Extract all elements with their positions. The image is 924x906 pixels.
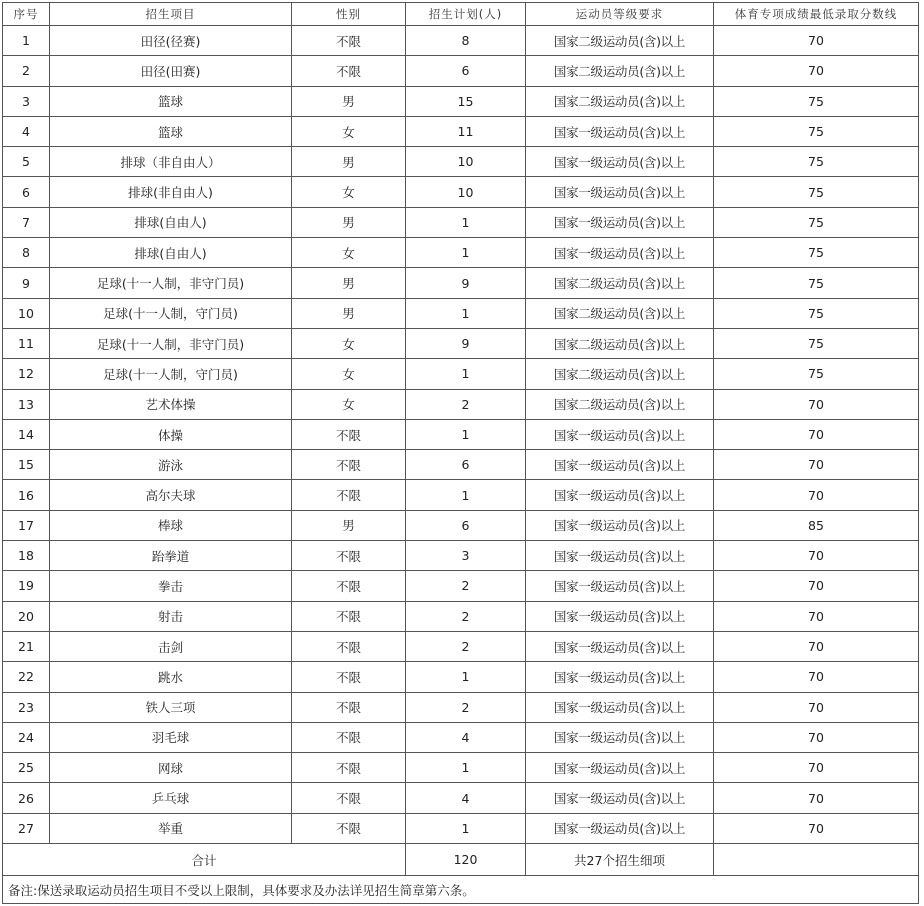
cell-gender: 不限	[292, 450, 406, 480]
cell-level: 国家二级运动员(含)以上	[526, 56, 714, 86]
table-row	[3, 268, 919, 298]
header-score: 体育专项成绩最低录取分数线	[714, 3, 919, 26]
cell-level: 国家二级运动员(含)以上	[526, 26, 714, 56]
cell-project: 排球（非自由人）	[50, 147, 292, 177]
cell-score: 70	[714, 419, 919, 449]
cell-score: 70	[714, 722, 919, 752]
cell-gender: 男	[292, 86, 406, 116]
cell-index: 9	[3, 268, 50, 298]
cell-score: 75	[714, 177, 919, 207]
header-index: 序号	[3, 3, 50, 26]
header-row	[3, 3, 919, 26]
header-gender: 性别	[292, 3, 406, 26]
table-row	[3, 813, 919, 843]
cell-project: 游泳	[50, 450, 292, 480]
cell-plan: 6	[406, 510, 526, 540]
cell-project: 网球	[50, 753, 292, 783]
cell-plan: 1	[406, 662, 526, 692]
cell-gender: 不限	[292, 753, 406, 783]
table-row	[3, 147, 919, 177]
cell-plan: 1	[406, 753, 526, 783]
cell-project: 乒乓球	[50, 783, 292, 813]
cell-project: 排球(自由人)	[50, 238, 292, 268]
cell-plan: 3	[406, 541, 526, 571]
cell-index: 26	[3, 783, 50, 813]
cell-plan: 6	[406, 450, 526, 480]
cell-score: 70	[714, 480, 919, 510]
total-empty-cell	[714, 844, 919, 876]
cell-plan: 10	[406, 147, 526, 177]
cell-project: 排球(自由人)	[50, 207, 292, 237]
cell-plan: 9	[406, 328, 526, 358]
cell-plan: 4	[406, 783, 526, 813]
total-label: 合计	[3, 844, 406, 876]
cell-gender: 女	[292, 328, 406, 358]
cell-index: 13	[3, 389, 50, 419]
header-project: 招生项目	[50, 3, 292, 26]
cell-gender: 女	[292, 238, 406, 268]
cell-score: 70	[714, 389, 919, 419]
cell-index: 7	[3, 207, 50, 237]
cell-level: 国家一级运动员(含)以上	[526, 541, 714, 571]
cell-level: 国家二级运动员(含)以上	[526, 86, 714, 116]
cell-plan: 2	[406, 631, 526, 661]
table-row	[3, 722, 919, 752]
cell-project: 羽毛球	[50, 722, 292, 752]
cell-level: 国家一级运动员(含)以上	[526, 419, 714, 449]
cell-project: 击剑	[50, 631, 292, 661]
cell-level: 国家一级运动员(含)以上	[526, 753, 714, 783]
cell-index: 25	[3, 753, 50, 783]
cell-gender: 不限	[292, 692, 406, 722]
table-row	[3, 510, 919, 540]
cell-plan: 1	[406, 419, 526, 449]
cell-level: 国家二级运动员(含)以上	[526, 268, 714, 298]
cell-level: 国家一级运动员(含)以上	[526, 571, 714, 601]
cell-index: 14	[3, 419, 50, 449]
cell-plan: 2	[406, 571, 526, 601]
table-row	[3, 177, 919, 207]
total-items: 共27个招生细项	[526, 844, 714, 876]
table-row	[3, 753, 919, 783]
cell-index: 23	[3, 692, 50, 722]
cell-index: 3	[3, 86, 50, 116]
cell-gender: 不限	[292, 419, 406, 449]
cell-index: 11	[3, 328, 50, 358]
cell-index: 1	[3, 26, 50, 56]
total-row	[3, 844, 919, 876]
header-level: 运动员等级要求	[526, 3, 714, 26]
table-row	[3, 692, 919, 722]
cell-project: 艺术体操	[50, 389, 292, 419]
cell-plan: 1	[406, 813, 526, 843]
note-text: 备注:保送录取运动员招生项目不受以上限制，具体要求及办法详见招生简章第六条。	[3, 876, 919, 904]
cell-score: 70	[714, 541, 919, 571]
cell-level: 国家一级运动员(含)以上	[526, 147, 714, 177]
cell-score: 75	[714, 359, 919, 389]
cell-score: 75	[714, 268, 919, 298]
cell-gender: 女	[292, 389, 406, 419]
cell-gender: 不限	[292, 541, 406, 571]
cell-level: 国家二级运动员(含)以上	[526, 328, 714, 358]
cell-project: 射击	[50, 601, 292, 631]
cell-index: 17	[3, 510, 50, 540]
table-row	[3, 298, 919, 328]
table-row	[3, 207, 919, 237]
table-row	[3, 571, 919, 601]
cell-plan: 4	[406, 722, 526, 752]
table-row	[3, 662, 919, 692]
cell-level: 国家一级运动员(含)以上	[526, 177, 714, 207]
cell-gender: 男	[292, 298, 406, 328]
cell-gender: 不限	[292, 813, 406, 843]
table-row	[3, 419, 919, 449]
cell-index: 20	[3, 601, 50, 631]
cell-score: 75	[714, 328, 919, 358]
cell-gender: 不限	[292, 571, 406, 601]
admission-table	[2, 2, 919, 904]
cell-score: 70	[714, 450, 919, 480]
cell-plan: 1	[406, 298, 526, 328]
cell-score: 70	[714, 571, 919, 601]
cell-level: 国家二级运动员(含)以上	[526, 298, 714, 328]
cell-gender: 不限	[292, 783, 406, 813]
cell-project: 篮球	[50, 116, 292, 146]
cell-gender: 不限	[292, 26, 406, 56]
cell-index: 21	[3, 631, 50, 661]
cell-project: 棒球	[50, 510, 292, 540]
table-row	[3, 541, 919, 571]
cell-index: 15	[3, 450, 50, 480]
cell-level: 国家一级运动员(含)以上	[526, 510, 714, 540]
table-row	[3, 86, 919, 116]
cell-level: 国家一级运动员(含)以上	[526, 662, 714, 692]
cell-gender: 不限	[292, 662, 406, 692]
table-row	[3, 238, 919, 268]
cell-project: 足球(十一人制，守门员)	[50, 298, 292, 328]
cell-level: 国家二级运动员(含)以上	[526, 389, 714, 419]
cell-score: 75	[714, 116, 919, 146]
cell-score: 70	[714, 662, 919, 692]
cell-score: 70	[714, 601, 919, 631]
table-row	[3, 783, 919, 813]
cell-plan: 11	[406, 116, 526, 146]
cell-score: 75	[714, 298, 919, 328]
cell-project: 田径(径赛)	[50, 26, 292, 56]
header-plan: 招生计划(人)	[406, 3, 526, 26]
cell-index: 18	[3, 541, 50, 571]
cell-index: 22	[3, 662, 50, 692]
cell-gender: 不限	[292, 631, 406, 661]
cell-score: 70	[714, 631, 919, 661]
cell-plan: 10	[406, 177, 526, 207]
cell-index: 12	[3, 359, 50, 389]
cell-gender: 不限	[292, 56, 406, 86]
cell-project: 跳水	[50, 662, 292, 692]
cell-level: 国家一级运动员(含)以上	[526, 692, 714, 722]
cell-level: 国家一级运动员(含)以上	[526, 238, 714, 268]
table-row	[3, 389, 919, 419]
cell-plan: 8	[406, 26, 526, 56]
cell-plan: 1	[406, 480, 526, 510]
cell-project: 高尔夫球	[50, 480, 292, 510]
cell-project: 足球(十一人制，非守门员)	[50, 328, 292, 358]
table-row	[3, 450, 919, 480]
cell-level: 国家一级运动员(含)以上	[526, 480, 714, 510]
table-row	[3, 56, 919, 86]
cell-index: 2	[3, 56, 50, 86]
total-plan: 120	[406, 844, 526, 876]
cell-gender: 女	[292, 116, 406, 146]
cell-project: 体操	[50, 419, 292, 449]
cell-gender: 不限	[292, 722, 406, 752]
cell-index: 6	[3, 177, 50, 207]
cell-gender: 女	[292, 177, 406, 207]
cell-project: 跆拳道	[50, 541, 292, 571]
cell-index: 19	[3, 571, 50, 601]
cell-gender: 男	[292, 207, 406, 237]
cell-score: 75	[714, 147, 919, 177]
cell-level: 国家一级运动员(含)以上	[526, 813, 714, 843]
cell-index: 4	[3, 116, 50, 146]
cell-level: 国家一级运动员(含)以上	[526, 116, 714, 146]
table-body	[3, 26, 919, 904]
cell-project: 举重	[50, 813, 292, 843]
cell-project: 篮球	[50, 86, 292, 116]
cell-gender: 不限	[292, 480, 406, 510]
cell-score: 70	[714, 783, 919, 813]
cell-score: 70	[714, 26, 919, 56]
cell-plan: 15	[406, 86, 526, 116]
table-row	[3, 328, 919, 358]
cell-index: 10	[3, 298, 50, 328]
cell-gender: 男	[292, 147, 406, 177]
cell-project: 足球(十一人制，非守门员)	[50, 268, 292, 298]
cell-plan: 2	[406, 692, 526, 722]
cell-project: 拳击	[50, 571, 292, 601]
cell-index: 16	[3, 480, 50, 510]
cell-index: 24	[3, 722, 50, 752]
table-row	[3, 26, 919, 56]
cell-level: 国家一级运动员(含)以上	[526, 783, 714, 813]
cell-index: 27	[3, 813, 50, 843]
cell-project: 田径(田赛)	[50, 56, 292, 86]
cell-plan: 2	[406, 389, 526, 419]
cell-plan: 1	[406, 207, 526, 237]
table-row	[3, 359, 919, 389]
cell-plan: 6	[406, 56, 526, 86]
cell-score: 70	[714, 813, 919, 843]
cell-score: 75	[714, 238, 919, 268]
cell-score: 85	[714, 510, 919, 540]
cell-index: 8	[3, 238, 50, 268]
cell-score: 70	[714, 56, 919, 86]
table-row	[3, 631, 919, 661]
cell-level: 国家一级运动员(含)以上	[526, 722, 714, 752]
table-row	[3, 116, 919, 146]
cell-project: 排球(非自由人)	[50, 177, 292, 207]
cell-gender: 不限	[292, 601, 406, 631]
cell-project: 铁人三项	[50, 692, 292, 722]
cell-score: 70	[714, 692, 919, 722]
cell-level: 国家一级运动员(含)以上	[526, 450, 714, 480]
cell-score: 75	[714, 86, 919, 116]
cell-plan: 9	[406, 268, 526, 298]
table-row	[3, 601, 919, 631]
cell-project: 足球(十一人制，守门员)	[50, 359, 292, 389]
cell-gender: 男	[292, 510, 406, 540]
cell-index: 5	[3, 147, 50, 177]
cell-gender: 男	[292, 268, 406, 298]
cell-plan: 1	[406, 359, 526, 389]
table-row	[3, 480, 919, 510]
cell-level: 国家一级运动员(含)以上	[526, 207, 714, 237]
cell-score: 75	[714, 207, 919, 237]
cell-level: 国家一级运动员(含)以上	[526, 601, 714, 631]
cell-plan: 2	[406, 601, 526, 631]
cell-gender: 女	[292, 359, 406, 389]
cell-level: 国家一级运动员(含)以上	[526, 631, 714, 661]
note-row	[3, 876, 919, 904]
cell-plan: 1	[406, 238, 526, 268]
cell-score: 70	[714, 753, 919, 783]
cell-level: 国家二级运动员(含)以上	[526, 359, 714, 389]
